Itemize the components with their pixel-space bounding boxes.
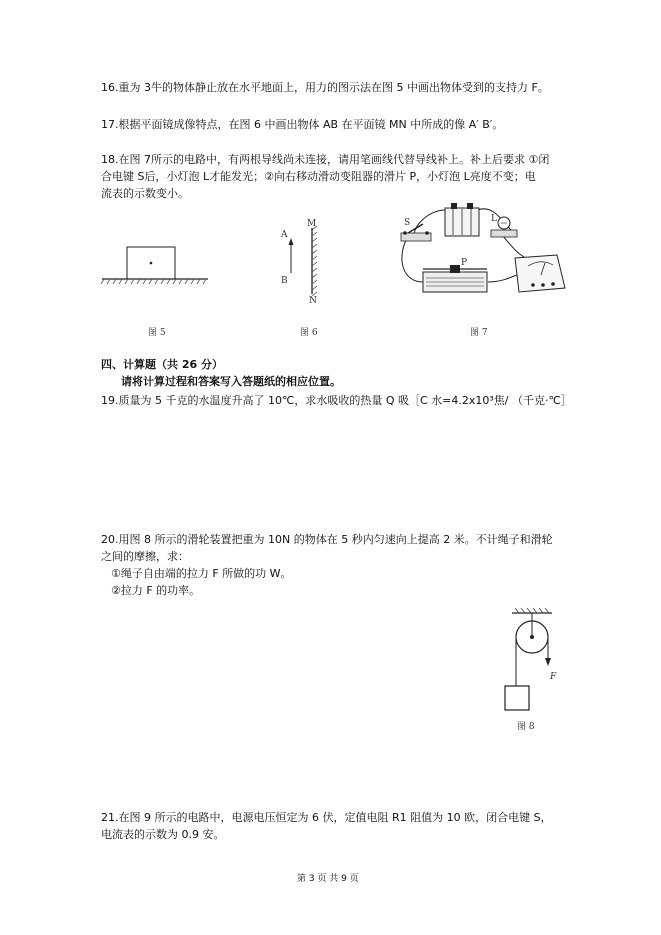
figure-6-label-m: M — [307, 219, 317, 229]
figure-6-label-b: B — [281, 276, 288, 286]
question-18-line-1: 18.在图 7所示的电路中，有两根导线尚未连接，请用笔画线代替导线补上。补上后要求 ①闭 — [101, 153, 550, 166]
figure-6-label-a: A — [281, 230, 288, 240]
question-21-line-2: 电流表的示数为 0.9 安。 — [101, 828, 225, 841]
figure-7-label-s: S — [404, 218, 411, 228]
figure-7-label-l: L — [491, 214, 497, 224]
question-18-line-3: 流表的示数变小。 — [101, 187, 189, 200]
figure-7-caption: 图 7 — [470, 328, 488, 338]
question-16: 16.重为 3牛的物体静止放在水平地面上，用力的图示法在图 5 中画出物体受到的支持力 F。 — [101, 81, 549, 94]
section-instruction: 请将计算过程和答案写入答题纸的相应位置。 — [121, 375, 341, 388]
question-17: 17.根据平面镜成像特点，在图 6 中画出物体 AB 在平面镜 MN 中所成的像 A′ B′。 — [101, 118, 504, 131]
question-20-line-1: 20.用图 8 所示的滑轮装置把重为 10N 的物体在 5 秒内匀速向上提高 2 米。不计绳子和滑轮 — [101, 533, 553, 546]
question-18-line-2: 合电键 S后，小灯泡 L才能发光；②向右移动滑动变阻器的滑片 P，小灯泡 L亮度不变；电 — [101, 170, 536, 183]
figure-5-caption: 图 5 — [148, 328, 166, 338]
question-19: 19.质量为 5 千克的水温度升高了 10℃，求水吸收的热量 Q 吸［C 水=4.2x10³焦/ （千克·℃］ — [101, 394, 572, 407]
figure-7-circuit — [393, 200, 568, 300]
figure-8-label-f: F — [550, 672, 557, 682]
figure-8-caption: 图 8 — [517, 722, 535, 732]
question-20-line-2: 之间的摩擦，求： — [101, 550, 189, 563]
figure-6-label-n: N — [309, 296, 317, 306]
figure-5-diagram — [100, 240, 210, 290]
question-20-sub-1: ①绳子自由端的拉力 F 所做的功 W。 — [111, 567, 292, 580]
figure-8-pulley — [497, 605, 567, 715]
figure-7-label-p: P — [461, 258, 468, 268]
question-21-line-1: 21.在图 9 所示的电路中，电源电压恒定为 6 伏，定值电阻 R1 阻值为 10 欧，闭合电键 S， — [101, 811, 552, 824]
figure-6-caption: 图 6 — [300, 328, 318, 338]
section-heading: 四、计算题（共 26 分） — [101, 358, 223, 371]
question-20-sub-2: ②拉力 F 的功率。 — [111, 584, 201, 597]
page-footer: 第 3 页 共 9 页 — [297, 874, 359, 884]
